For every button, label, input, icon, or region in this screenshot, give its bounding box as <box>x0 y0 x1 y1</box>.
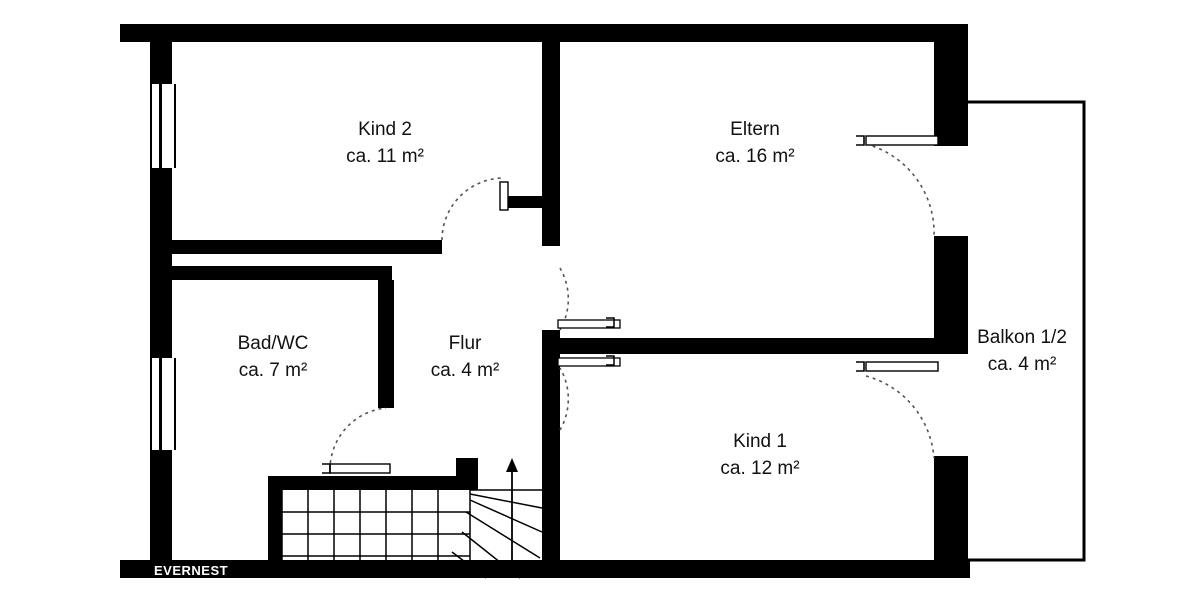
room-name: Eltern <box>730 119 780 140</box>
room-label-kind2 <box>270 116 500 170</box>
room-area: ca. 12 m² <box>720 458 800 479</box>
room-name: Kind 2 <box>358 119 412 140</box>
window-left-upper-bar <box>159 84 162 168</box>
room-label-kind1 <box>645 428 875 482</box>
window-left-upper <box>150 84 176 168</box>
door-swing-eltern-balkon <box>866 144 934 236</box>
door-hinge-hall-upper <box>606 318 614 327</box>
watermark-evernest: EVERNEST <box>154 563 229 578</box>
room-name: Bad/WC <box>237 333 309 354</box>
door-swing-flur-eltern <box>560 268 568 330</box>
wall-center-lower-2 <box>542 430 560 560</box>
room-area: ca. 7 m² <box>238 360 308 381</box>
door-swing-badwc <box>330 408 386 470</box>
room-name: Kind 1 <box>733 431 787 452</box>
door-leaf-hall-lower <box>558 358 620 366</box>
door-leaf-eltern-balkon <box>866 136 938 145</box>
wall-center-upper <box>542 24 560 246</box>
wall-bottom <box>120 560 970 578</box>
wall-balkon-upper <box>934 24 968 146</box>
door-leaf-hall-upper <box>558 320 620 328</box>
door-swing-kind2 <box>442 178 504 240</box>
room-label-flur <box>390 330 540 384</box>
door-hinge-badwc <box>322 464 330 473</box>
door-leaf-kind1-balkon <box>866 362 938 371</box>
wall-hall-stub-top <box>506 196 542 208</box>
wall-stairs-left <box>268 476 282 578</box>
wall-stairs-top <box>268 476 468 490</box>
door-hinge-kind1 <box>856 362 864 371</box>
wall-stairs-landing <box>456 458 478 490</box>
wall-top-right <box>560 24 968 42</box>
wall-left-upper <box>150 24 172 84</box>
wall-left-lower <box>150 450 172 578</box>
wall-balkon-lower <box>934 456 968 578</box>
room-label-badwc <box>158 330 388 384</box>
room-area: ca. 16 m² <box>715 146 795 167</box>
wall-eltern-kind1 <box>560 338 950 354</box>
door-hinge-hall-lower <box>606 356 614 365</box>
wall-top-left <box>120 24 560 42</box>
door-leaf-badwc <box>330 464 390 473</box>
wall-kind2-bottom <box>172 240 442 254</box>
door-swing-flur-lower <box>560 368 568 430</box>
room-name: Balkon 1/2 <box>977 327 1067 348</box>
door-swing-kind1-balkon <box>866 376 934 458</box>
room-label-eltern <box>640 116 870 170</box>
room-area: ca. 4 m² <box>987 354 1057 375</box>
room-name: Flur <box>448 333 482 354</box>
room-area: ca. 4 m² <box>430 360 500 381</box>
room-label-balkon <box>952 324 1092 378</box>
room-area: ca. 11 m² <box>346 146 424 167</box>
wall-bad-top <box>172 266 392 280</box>
